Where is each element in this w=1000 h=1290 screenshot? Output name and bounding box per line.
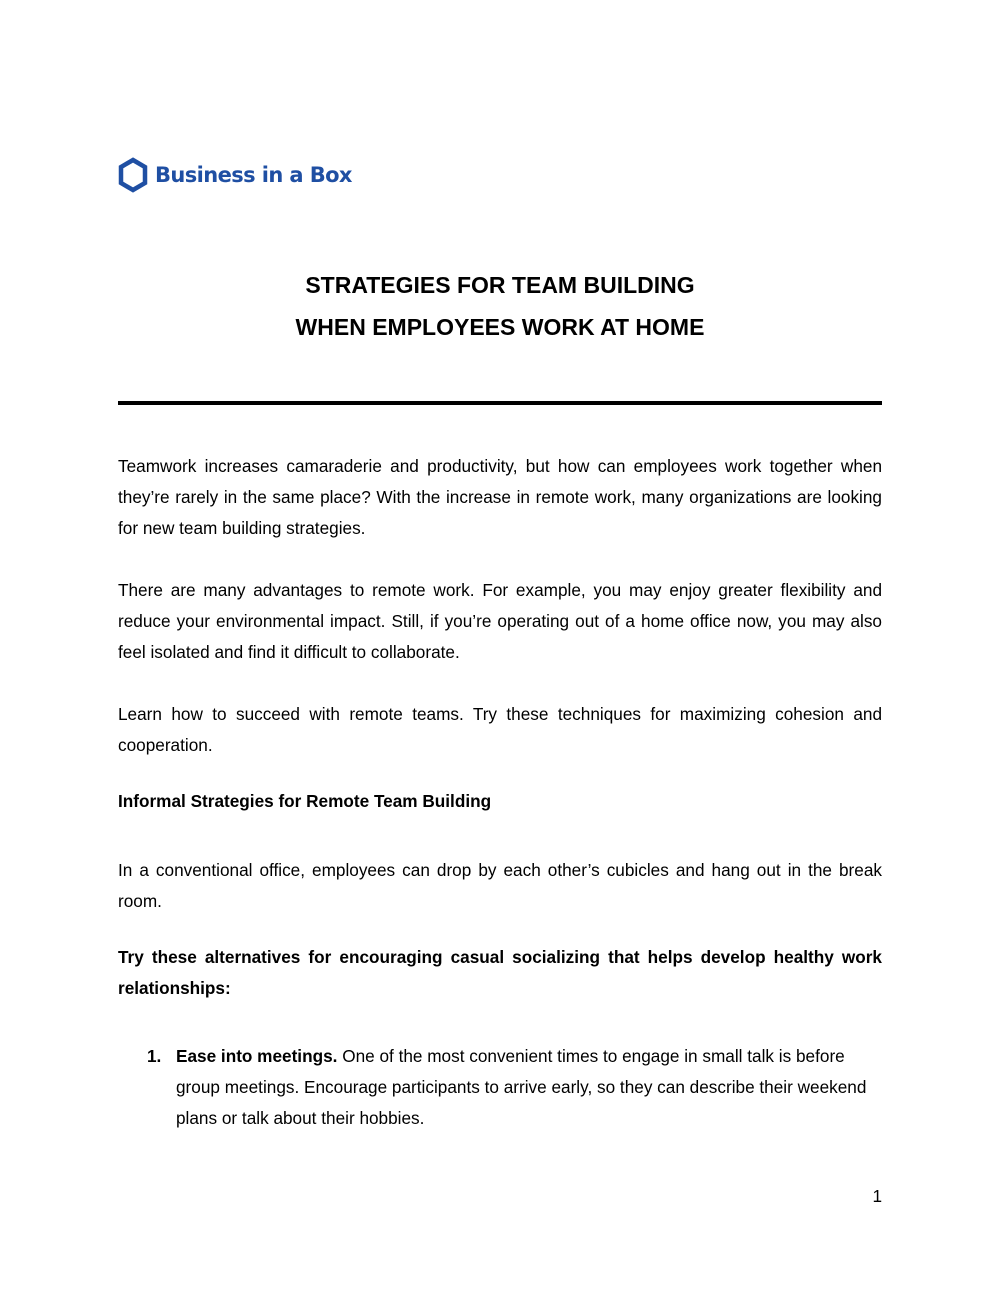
document-title — [0, 264, 1000, 348]
list-intro: Try these alternatives for encouraging casual socializing that helps develop healthy work relationships: — [118, 947, 882, 998]
hexagon-box-icon — [118, 157, 148, 193]
section-heading: Informal Strategies for Remote Team Building — [118, 791, 492, 811]
paragraph-intro: Teamwork increases camaraderie and productivity, but how can employees work together when they’re rarely in the same place? With the increase in remote work, many organizations are looking for new team building strategies. — [118, 456, 882, 538]
page-number: 1 — [872, 1186, 882, 1206]
list-item — [118, 1041, 882, 1134]
list-item-text: One of the most convenient times to engage in small talk is before group meetings. Encourage participants to arrive early, so they can describe their weekend plans or talk about their hobbies. — [176, 1046, 867, 1128]
list-item-lead: Ease into meetings. — [176, 1046, 338, 1066]
brand-logo — [118, 156, 352, 194]
paragraph-advantages: There are many advantages to remote work. For example, you may enjoy greater flexibility and reduce your environmental impact. Still, if you’re operating out of a home office now, you may also feel isolated and find it difficult to collaborate. — [118, 580, 882, 662]
brand-name: Business in a Box — [155, 163, 352, 187]
paragraph-learn: Learn how to succeed with remote teams. Try these techniques for maximizing cohesion and cooperation. — [118, 704, 882, 755]
paragraph-conventional-office: In a conventional office, employees can drop by each other’s cubicles and hang out in the break room. — [118, 860, 882, 911]
title-line-2: WHEN EMPLOYEES WORK AT HOME — [295, 314, 705, 340]
list-item-number: 1. — [147, 1046, 162, 1066]
title-line-1: STRATEGIES FOR TEAM BUILDING — [305, 272, 695, 298]
title-divider — [118, 401, 882, 405]
list-item-body — [176, 1041, 882, 1134]
